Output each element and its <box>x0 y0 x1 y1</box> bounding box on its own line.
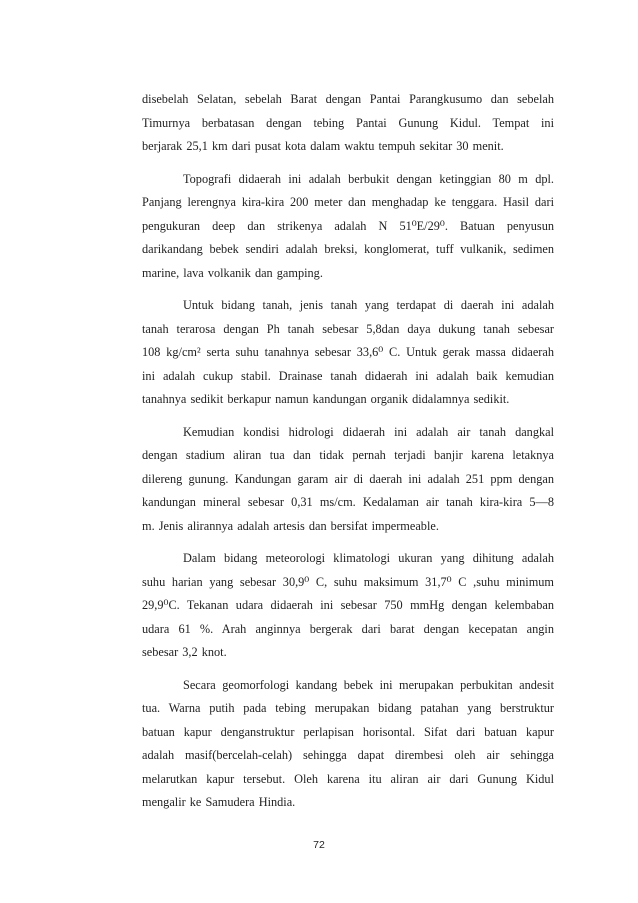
text-line: Untuk bidang tanah, jenis tanah yang terdapat di daerah ini adalah <box>183 298 554 312</box>
text-line: tanah terarosa dengan Ph tanah sebesar 5,8dan daya dukung tanah sebesar <box>142 321 554 336</box>
text-line: marine, lava volkanik dan gamping. <box>142 265 323 280</box>
paragraph <box>142 674 554 815</box>
text-line: adalah masif(bercelah-celah) sehingga dapat dirembesi oleh air sehingga <box>142 748 554 762</box>
body-text <box>142 88 554 824</box>
text-line: Secara geomorfologi kandang bebek ini merupakan perbukitan andesit <box>183 677 554 692</box>
text-line: batuan kapur denganstruktur perlapisan horisontal. Sifat dari batuan kapur <box>142 724 554 739</box>
paragraph <box>142 421 554 539</box>
text-line: m. Jenis alirannya adalah artesis dan bersifat impermeable. <box>142 518 439 533</box>
paragraph <box>142 294 554 412</box>
paragraph <box>142 547 554 665</box>
text-line: Kemudian kondisi hidrologi didaerah ini adalah air tanah dangkal <box>183 424 554 439</box>
text-line: tanahnya sedikit berkapur namun kandungan organik didalamnya sedikit. <box>142 392 510 406</box>
text-line: melarutkan kapur tersebut. Oleh karena itu aliran air dari Gunung Kidul <box>142 771 554 786</box>
text-line: darikandang bebek sendiri adalah breksi, konglomerat, tuff vulkanik, sedimen <box>142 242 554 256</box>
text-line: 29,9⁰C. Tekanan udara didaerah ini sebesar 750 mmHg dengan kelembaban <box>142 598 554 612</box>
text-line: Timurnya berbatasan dengan tebing Pantai Gunung Kidul. Tempat ini <box>142 115 554 130</box>
text-line: disebelah Selatan, sebelah Barat dengan Pantai Parangkusumo dan sebelah <box>142 92 554 106</box>
text-line: 108 kg/cm² serta suhu tanahnya sebesar 33,6⁰ C. Untuk gerak massa didaerah <box>142 345 554 359</box>
text-line: Dalam bidang meteorologi klimatologi ukuran yang dihitung adalah <box>183 551 554 565</box>
text-line: suhu harian yang sebesar 30,9⁰ C, suhu maksimum 31,7⁰ C ,suhu minimum <box>142 574 554 589</box>
text-line: Topografi didaerah ini adalah berbukit dengan ketinggian 80 m dpl. <box>183 171 554 186</box>
text-line: pengukuran deep dan strikenya adalah N 51⁰E/29⁰. Batuan penyusun <box>142 218 554 233</box>
text-line: udara 61 %. Arah anginnya bergerak dari barat dengan kecepatan angin <box>142 621 554 636</box>
text-line: tua. Warna putih pada tebing merupakan bidang patahan yang berstruktur <box>142 701 554 715</box>
text-line: berjarak 25,1 km dari pusat kota dalam waktu tempuh sekitar 30 menit. <box>142 139 504 153</box>
text-line: sebesar 3,2 knot. <box>142 645 227 659</box>
text-line: dilereng gunung. Kandungan garam air di daerah ini adalah 251 ppm dengan <box>142 471 554 486</box>
text-line: ini adalah cukup stabil. Drainase tanah didaerah ini adalah baik kemudian <box>142 368 554 383</box>
text-line: mengalir ke Samudera Hindia. <box>142 795 296 809</box>
text-line: kandungan mineral sebesar 0,31 ms/cm. Kedalaman air tanah kira-kira 5—8 <box>142 495 554 509</box>
paragraph <box>142 88 554 159</box>
page-number: 72 <box>313 839 325 851</box>
paragraph <box>142 168 554 286</box>
text-line: dengan stadium aliran tua dan tidak pernah terjadi banjir karena letaknya <box>142 448 554 462</box>
text-line: Panjang lerengnya kira-kira 200 meter dan menghadap ke tenggara. Hasil dari <box>142 195 554 209</box>
